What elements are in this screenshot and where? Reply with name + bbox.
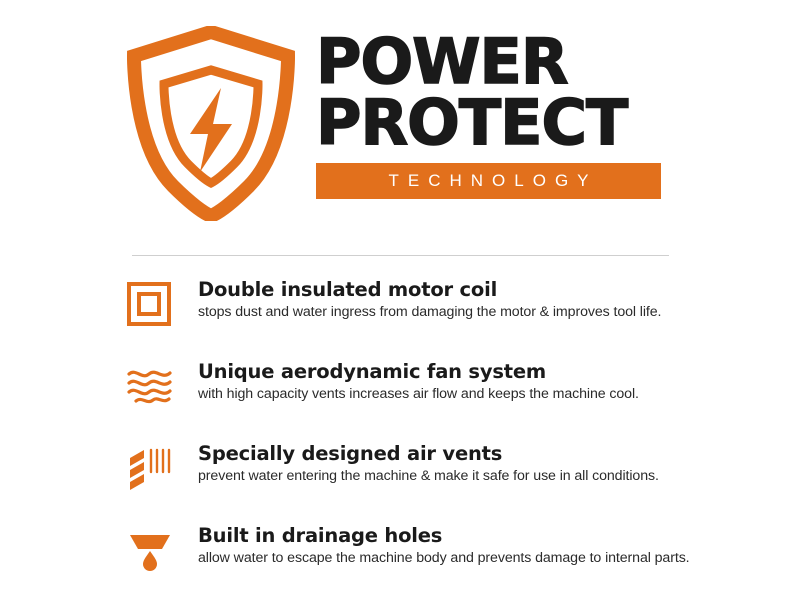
- feature-title: Unique aerodynamic fan system: [198, 360, 547, 383]
- list-item: [126, 442, 760, 500]
- feature-list: [0, 278, 800, 582]
- list-item: [126, 524, 760, 582]
- feature-title: Specially designed air vents: [198, 442, 503, 465]
- list-item: [126, 278, 760, 336]
- airflow-waves-icon: [126, 360, 184, 410]
- brand-wordmark: [316, 26, 661, 199]
- list-item: [126, 360, 760, 418]
- feature-text: [184, 442, 659, 486]
- drainage-water-drop-icon: [126, 524, 184, 574]
- brand-line-protect: PROTECT: [316, 85, 628, 159]
- feature-title: Built in drainage holes: [198, 524, 443, 547]
- feature-text: [184, 524, 690, 568]
- feature-text: [184, 360, 639, 404]
- feature-description: with high capacity vents increases air flow and keeps the machine cool.: [198, 386, 639, 403]
- brand-line-power: POWER: [316, 25, 568, 98]
- feature-description: allow water to escape the machine body and prevents damage to internal parts.: [198, 550, 690, 567]
- feature-title: Double insulated motor coil: [198, 278, 498, 301]
- section-divider: [132, 255, 669, 256]
- shield-with-lightning-bolt-icon: [126, 26, 296, 221]
- feature-description: stops dust and water ingress from damaging the motor & improves tool life.: [198, 304, 662, 321]
- brand-header: [0, 0, 800, 221]
- feature-description: prevent water entering the machine & make it safe for use in all conditions.: [198, 468, 659, 485]
- technology-banner: [316, 163, 661, 199]
- feature-text: [184, 278, 661, 322]
- air-vents-icon: [126, 442, 184, 492]
- technology-label: TECHNOLOGY: [388, 170, 598, 190]
- double-square-insulation-icon: [126, 278, 184, 328]
